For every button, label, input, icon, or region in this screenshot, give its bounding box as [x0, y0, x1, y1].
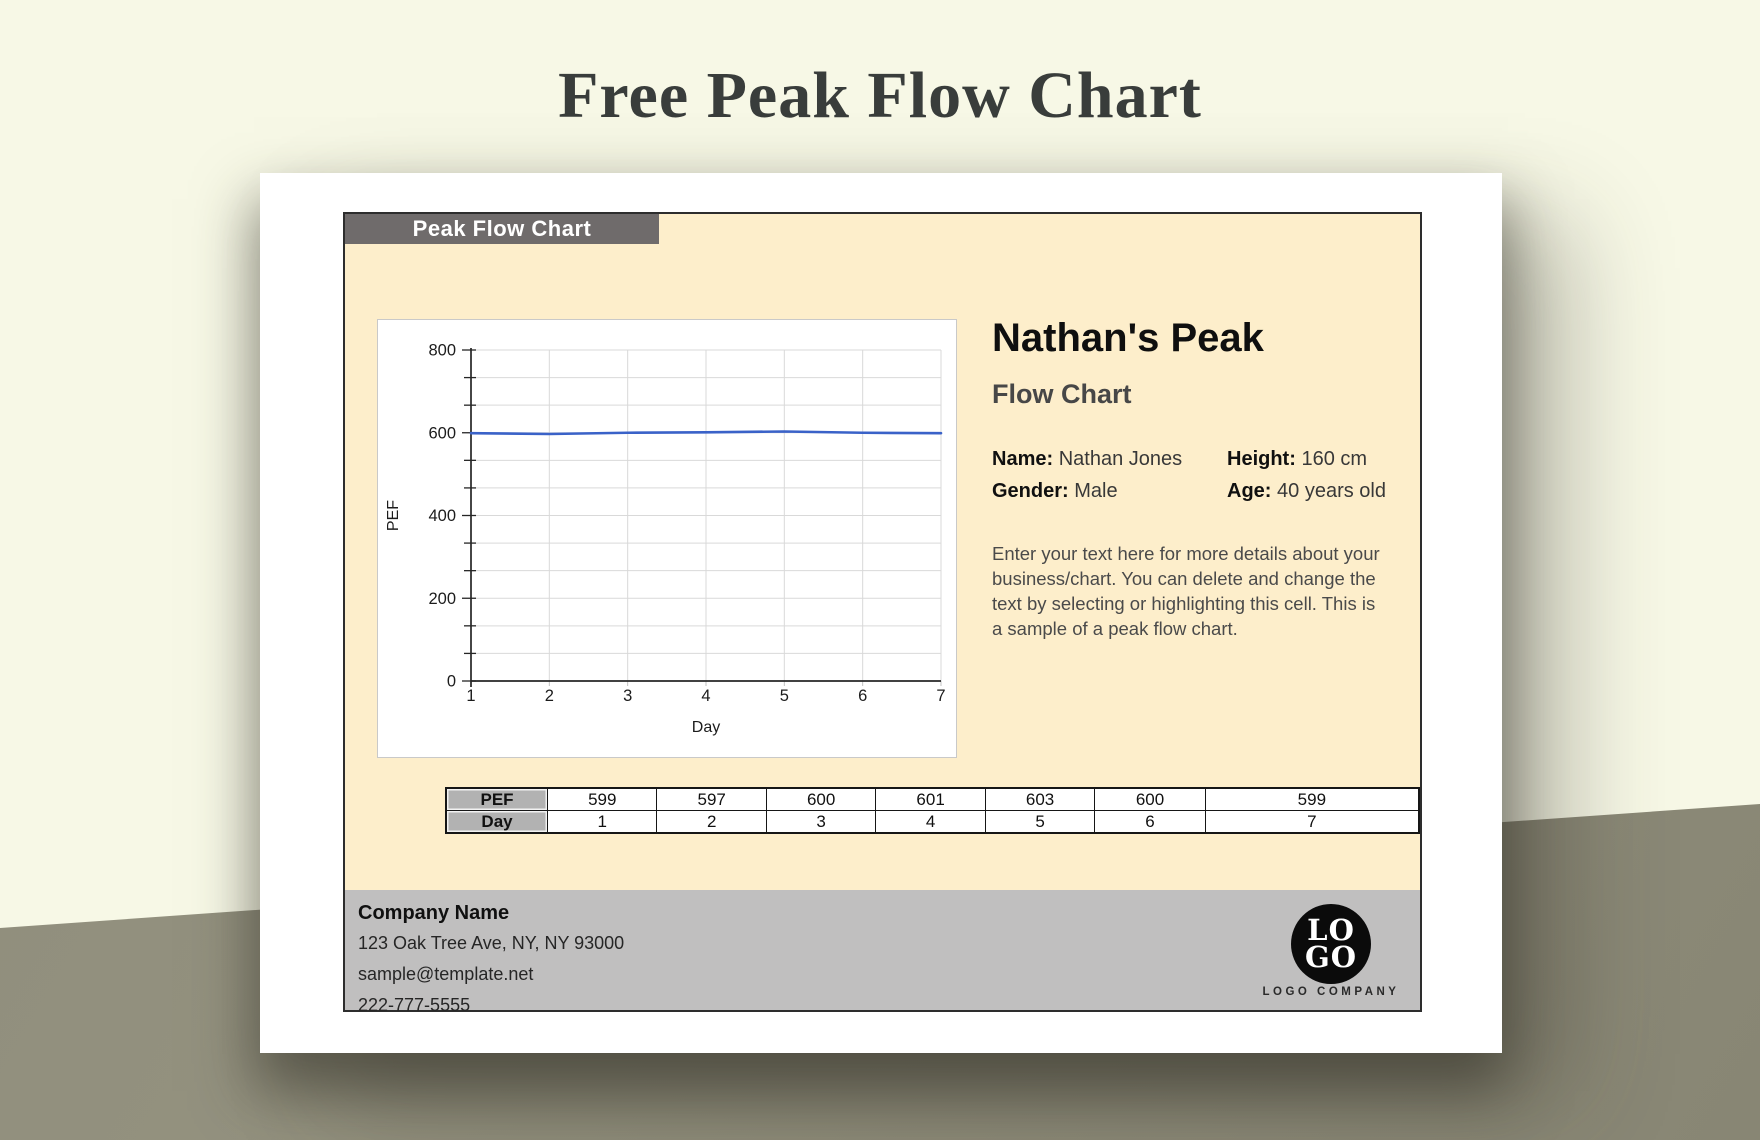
- pef-series-line: [471, 432, 941, 434]
- logo-caption: LOGO COMPANY: [1262, 986, 1400, 998]
- y-tick-label: 0: [446, 672, 456, 691]
- x-tick-label: 7: [936, 687, 946, 705]
- pef-data-table: [445, 787, 1420, 834]
- day-cell: 2: [657, 811, 766, 834]
- patient-details: [992, 446, 1386, 504]
- y-tick-label: 600: [428, 424, 456, 443]
- company-phone: 222-777-5555: [358, 995, 471, 1015]
- x-tick-label: 1: [466, 687, 476, 705]
- chart-container: [377, 319, 957, 758]
- description-text: Enter your text here for more details about your business/chart. You can delete and change the text by selecting or highlighting this cell. This is a sample of a peak flow chart.: [992, 543, 1380, 639]
- x-tick-label: 5: [779, 687, 789, 705]
- detail-height: [1227, 446, 1386, 472]
- gender-value: Male: [1074, 480, 1118, 502]
- x-tick-label: 3: [623, 687, 633, 705]
- table-row-pef: [446, 788, 1419, 811]
- y-tick-label: 400: [428, 507, 456, 525]
- pef-cell: 599: [548, 788, 657, 811]
- logo-text-top: LO: [1307, 913, 1355, 947]
- pef-cell: 597: [657, 788, 766, 811]
- age-value: 40 years old: [1277, 480, 1386, 502]
- x-axis-title: Day: [691, 719, 721, 736]
- y-tick-label: 200: [428, 589, 456, 608]
- pef-line-chart: [378, 320, 956, 757]
- template-panel: [343, 212, 1422, 1015]
- day-cell: 3: [766, 811, 875, 834]
- day-cell: 7: [1205, 811, 1419, 834]
- company-email: sample@template.net: [358, 964, 534, 984]
- x-tick-label: 6: [858, 687, 868, 705]
- height-label: Height:: [1227, 448, 1296, 470]
- sheet-title-tab: Peak Flow Chart: [345, 214, 659, 244]
- y-axis-title: PEF: [385, 499, 402, 532]
- pef-row-header: PEF: [446, 788, 548, 811]
- footer-band: [345, 890, 1420, 1015]
- pef-cell: 603: [985, 788, 1094, 811]
- detail-age: [1227, 478, 1386, 504]
- document-card: [260, 173, 1502, 1053]
- detail-gender: [992, 478, 1227, 504]
- day-row-header: Day: [446, 811, 548, 834]
- day-cell: 1: [548, 811, 657, 834]
- pef-cell: 600: [766, 788, 875, 811]
- logo-text-bottom: GO: [1304, 940, 1358, 974]
- company-logo: [1291, 904, 1371, 984]
- patient-title: Nathan's Peak: [992, 316, 1264, 360]
- footer-contact-block: [358, 902, 624, 1016]
- table-row-day: [446, 811, 1419, 834]
- company-address: 123 Oak Tree Ave, NY, NY 93000: [358, 933, 625, 953]
- age-label: Age:: [1227, 480, 1272, 502]
- day-cell: 6: [1095, 811, 1205, 834]
- day-cell: 4: [876, 811, 985, 834]
- gender-label: Gender:: [992, 480, 1069, 502]
- pef-cell: 600: [1095, 788, 1205, 811]
- name-value: Nathan Jones: [1058, 448, 1183, 470]
- company-name: Company Name: [358, 902, 510, 924]
- y-tick-label: 800: [428, 341, 456, 360]
- height-value: 160 cm: [1301, 448, 1368, 470]
- page-title: Free Peak Flow Chart: [558, 59, 1202, 132]
- pef-cell: 601: [876, 788, 985, 811]
- x-tick-label: 4: [701, 687, 711, 705]
- patient-subtitle: Flow Chart: [992, 379, 1132, 409]
- x-tick-label: 2: [544, 687, 554, 705]
- pef-cell: 599: [1205, 788, 1419, 811]
- detail-name: [992, 446, 1227, 472]
- name-label: Name:: [992, 448, 1054, 470]
- day-cell: 5: [985, 811, 1094, 834]
